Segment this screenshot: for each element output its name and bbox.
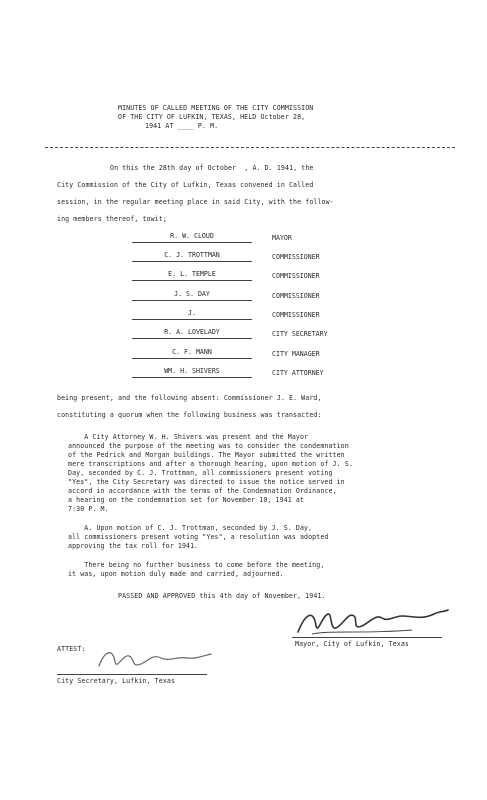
absent-line-1: being present, and the following absent: Commissioner J. E. Ward, bbox=[57, 394, 322, 402]
roster-name: J. S. DAY bbox=[174, 290, 210, 298]
para2-line: all commissioners present voting "Yes", a resolution was adopted bbox=[68, 533, 329, 541]
roster-underline bbox=[132, 338, 252, 339]
para1-line: announced the purpose of the meeting was to consider the condemnation bbox=[68, 442, 349, 450]
roster-underline bbox=[132, 319, 252, 320]
opening-line-1: On this the 28th day of October , A. D. 1941, the bbox=[110, 164, 314, 172]
heading-divider bbox=[45, 147, 455, 148]
secretary-signature bbox=[95, 644, 215, 674]
roster-underline bbox=[132, 300, 252, 301]
absent-line-2: constituting a quorum when the following business was transacted: bbox=[57, 411, 322, 419]
para1-line: of the Pedrick and Morgan buildings. The Mayor submitted the written bbox=[68, 451, 345, 459]
para1-line: "Yes", the City Secretary was directed to issue the notice served in bbox=[68, 478, 345, 486]
mayor-caption: Mayor, City of Lufkin, Texas bbox=[295, 640, 409, 648]
roster-title: COMMISSIONER bbox=[272, 253, 320, 261]
mayor-signature bbox=[292, 604, 452, 640]
roster-underline bbox=[132, 242, 252, 243]
secretary-signature-line bbox=[57, 674, 207, 675]
roster-name: E. L. TEMPLE bbox=[168, 270, 216, 278]
attest-caption: City Secretary, Lufkin, Texas bbox=[57, 677, 176, 685]
para3-line: it was, upon motion duly made and carried, adjourned. bbox=[68, 570, 284, 578]
roster-name: R. A. LOVELADY bbox=[164, 328, 220, 336]
roster-name: WM. H. SHIVERS bbox=[164, 367, 220, 375]
roster-name: R. W. CLOUD bbox=[170, 232, 214, 240]
roster-title: CITY SECRETARY bbox=[272, 330, 328, 338]
roster-underline bbox=[132, 377, 252, 378]
roster-title: CITY ATTORNEY bbox=[272, 369, 324, 377]
para1-line: a hearing on the condemnation set for November 10, 1941 at bbox=[68, 496, 305, 504]
roster-underline bbox=[132, 261, 252, 262]
para1-line: 7:30 P. M. bbox=[68, 505, 109, 513]
mayor-signature-line bbox=[292, 637, 442, 638]
roster-name: C. J. TROTTMAN bbox=[164, 251, 220, 259]
opening-line-2: City Commission of the City of Lufkin, Texas convened in Called bbox=[57, 181, 314, 189]
roster-title: COMMISSIONER bbox=[272, 272, 320, 280]
para2-line: A. Upon motion of C. J. Trottman, seconded by J. S. Day, bbox=[68, 524, 313, 532]
para1-line: Day, seconded by C. J. Trottman, all commissioners present voting bbox=[68, 469, 333, 477]
attest-label: ATTEST: bbox=[57, 645, 86, 653]
heading-line-2: OF THE CITY OF LUFKIN, TEXAS, HELD October 28, bbox=[118, 113, 306, 121]
roster-title: COMMISSIONER bbox=[272, 311, 320, 319]
roster-title: MAYOR bbox=[272, 234, 292, 242]
para3-line: There being no further business to come before the meeting, bbox=[68, 561, 325, 569]
roster-underline bbox=[132, 280, 252, 281]
passed-approved-line: PASSED AND APPROVED this 4th day of November, 1941. bbox=[118, 592, 326, 600]
roster-underline bbox=[132, 358, 252, 359]
opening-line-3: session, in the regular meeting place in said City, with the follow- bbox=[57, 198, 334, 206]
roster-name: J. bbox=[188, 309, 196, 317]
para1-line: A City Attorney W. H. Shivers was present and the Mayor bbox=[68, 433, 309, 441]
para1-line: mere transcriptions and after a thorough hearing, upon motion of J. S. bbox=[68, 460, 353, 468]
heading-line-1: MINUTES OF CALLED MEETING OF THE CITY COMMISSION bbox=[118, 104, 314, 112]
roster-title: COMMISSIONER bbox=[272, 292, 320, 300]
para1-line: accord in accordance with the terms of the Condemnation Ordinance, bbox=[68, 487, 337, 495]
para2-line: approving the tax roll for 1941. bbox=[68, 542, 199, 550]
roster-name: C. F. MANN bbox=[172, 348, 212, 356]
heading-line-3: 1941 AT ____ P. M. bbox=[145, 122, 219, 130]
roster-title: CITY MANAGER bbox=[272, 350, 320, 358]
opening-line-4: ing members thereof, towit; bbox=[57, 215, 167, 223]
